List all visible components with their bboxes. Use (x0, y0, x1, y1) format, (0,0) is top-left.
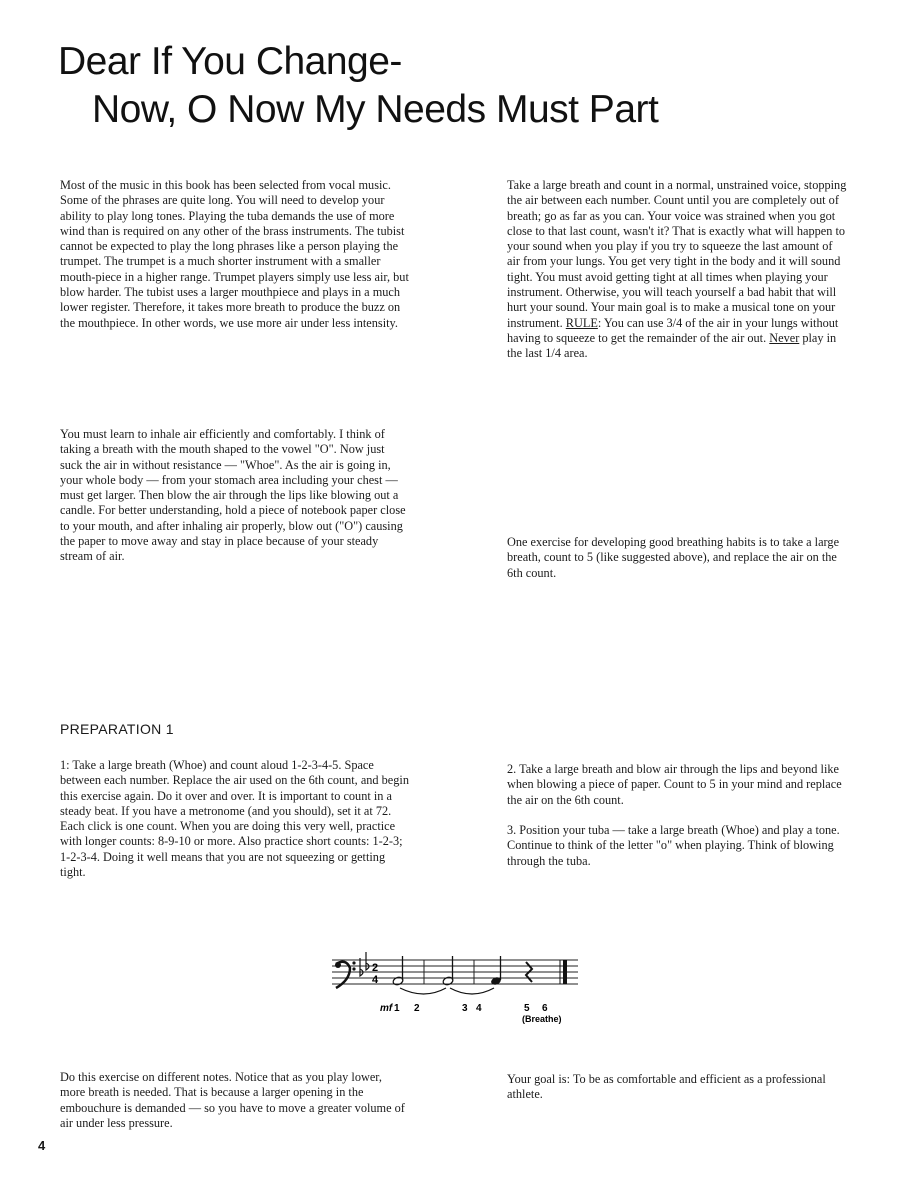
closing-left-paragraph: Do this exercise on different notes. Notice that as you play lower, more breath is needed. That is because a larger opening in the embouchure is demanded — so you have to move a greater volume of air under less pressure. (60, 1070, 405, 1130)
staff-lines (332, 960, 578, 984)
count-2: 2 (414, 1003, 420, 1014)
preparation-step-1: 1: Take a large breath (Whoe) and count aloud 1-2-3-4-5. Space between each number. Replace the air used on the 6th count, and begin this exercise again. Do it over and over. It is important to count in a steady beat. If you have a metronome (and you should), set it at 72. Each click is one count. When you are doing this very well, practice with longer counts: 8-9-10 or more. Also practice short counts: 1-2-3; 1-2-3-4. Doing it well means that you are not squeezing or getting tight. (60, 758, 409, 880)
preparation-step-3: 3. Position your tuba — take a large breath (Whoe) and play a tone. Continue to think of the letter "o" when playing. Think of blowing through the tuba. (507, 823, 840, 868)
dynamic-marking: mf (380, 1003, 393, 1014)
count-3: 3 (462, 1003, 468, 1014)
rule-word: RULE (565, 315, 598, 330)
preparation-heading: PREPARATION 1 (60, 721, 174, 737)
count-5: 5 (524, 1003, 530, 1014)
closing-right-paragraph: Your goal is: To be as comfortable and efficient as a professional athlete. (507, 1072, 826, 1102)
time-signature-icon (372, 962, 379, 986)
never-word: Never (769, 330, 800, 345)
svg-text:2: 2 (372, 962, 379, 974)
count-6: 6 (542, 1003, 548, 1014)
intro-paragraph-3-text-c: play in the last 1/4 area. (507, 330, 837, 361)
preparation-step-2: 2. Take a large breath and blow air through the lips and beyond like when blowing a piece of paper. Count to 5 in your mind and replace the air on the 6th count. (507, 762, 842, 807)
intro-paragraph-2: You must learn to inhale air efficiently and comfortably. I think of taking a breath with the mouth shaped to the vowel "O". Now just suck the air in without resistance — "Whoe". As the air is going in, your whole body — from your stomach area including your chest — must get larger. Then blow the air through the lips like blowing out a candle. For better understanding, hold a piece of notebook paper close to your mouth, and after inhaling air properly, blow out ("O") causing the paper to move away and stay in place because of your steady stream of air. (60, 427, 406, 564)
intro-paragraph-3-text-b: : You can use 3/4 of the air in your lungs without having to squeeze to get the remainder of the air out. (507, 315, 839, 345)
intro-paragraph-1: Most of the music in this book has been selected from vocal music. Some of the phrases are quite long. You will need to develop your ability to play long tones. Playing the tuba demands the use of more wind than is required on any other of the brass instruments. The tubist cannot be expected to play the long phrases like a person playing the trumpet. The trumpet is a much shorter instrument with a smaller mouth-piece in a higher range. Trumpet players simply use less air, but blow harder. The tubist uses a larger mouthpiece and plays in a much lower register. Therefore, it takes more breath to produce the buzz on the mouthpiece. In other words, we use more air under less intensity. (60, 178, 409, 330)
breathe-label: (Breathe) (522, 1014, 562, 1024)
page-number: 4 (38, 1138, 46, 1153)
music-staff-exercise (330, 950, 590, 1025)
intro-paragraph-3 (507, 178, 847, 362)
svg-text:4: 4 (372, 974, 379, 986)
page-title-line-2: Now, O Now My Needs Must Part (92, 88, 659, 131)
count-4: 4 (476, 1003, 482, 1014)
page-title-line-1: Dear If You Change- (58, 40, 402, 83)
count-1: 1 (394, 1003, 400, 1014)
tie-arcs (400, 988, 494, 994)
intro-paragraph-3-text-a: Take a large breath and count in a normal, unstrained voice, stopping the air between each number. Count until you are completely out of breath; go as far as you can. Your voice was strained when you got close to that last count, wasn't it? That is exactly what will happen to your sound when you play if you try to squeeze the last amount of air from your lungs. You get very tight in the body and it will sound tight. You must avoid getting tight at all times when playing your instrument. Otherwise, you will teach yourself a bad habit that will hurt your sound. Your main goal is to make a musical tone on your instrument. (507, 178, 847, 330)
intro-paragraph-4: One exercise for developing good breathing habits is to take a large breath, count to 5 (like suggested above), and replace the air on the 6th count. (507, 535, 840, 580)
